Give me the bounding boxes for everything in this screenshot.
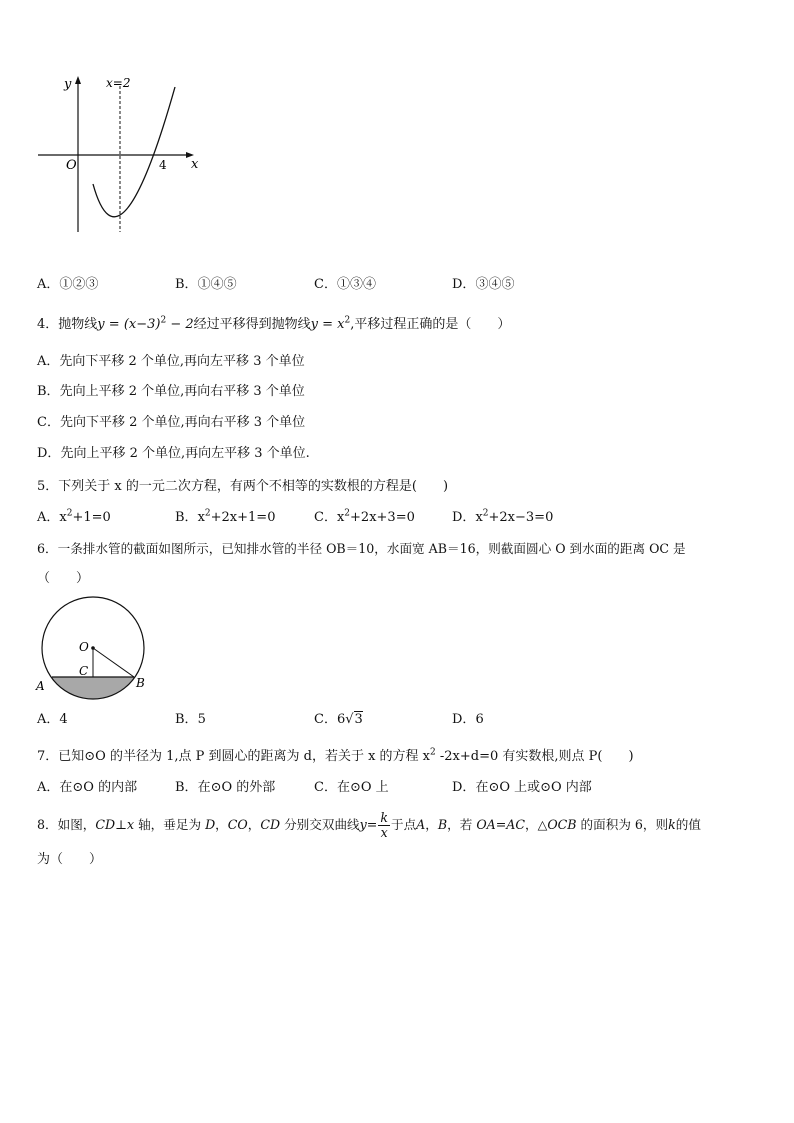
origin-label: O (66, 158, 77, 173)
q3-option-d[interactable]: D．③④⑤ (452, 277, 515, 292)
q5-option-d[interactable]: D．$x^2+2x-3=0$ (452, 508, 554, 525)
q7-option-a[interactable]: A．在⊙O 的内部 (37, 780, 138, 795)
q8-stem-line1: 8．如图，CD⊥x 轴，垂足为 D，CO，CD 分别交双曲线y= $\frac{k}{x}$ 于点A，B，若 OA=AC，△OCB 的面积为 6，则k的值 (37, 810, 701, 840)
center-point (91, 646, 95, 650)
q6-option-c[interactable]: C．6√3 (314, 712, 363, 727)
water-region (33, 677, 153, 700)
q5-option-c[interactable]: C．$x^2+2x+3=0$ (314, 508, 415, 525)
line-label: x=2 (106, 76, 131, 90)
q6-option-a[interactable]: A．4 (37, 712, 68, 727)
tick-label-4: 4 (159, 158, 167, 172)
q5-option-a[interactable]: A．$x^2+1=0$ (37, 508, 111, 525)
label-o: O (79, 640, 89, 654)
q6-option-d[interactable]: D．6 (452, 712, 484, 727)
q3-option-b[interactable]: B．①④⑤ (175, 277, 237, 292)
parabola-graph (35, 72, 205, 242)
q6-option-b[interactable]: B．5 (175, 712, 206, 727)
q7-option-c[interactable]: C．在⊙O 上 (314, 780, 389, 795)
q4-stem: 4．抛物线$y = (x-3)^2 - 2$经过平移得到抛物线$y = x^2$,平移过程正确的是（ ） (37, 315, 511, 332)
segment-ob (93, 648, 134, 677)
q8-stem-line2: 为（ ） (37, 852, 103, 867)
q5-stem: 5．下列关于 x 的一元二次方程，有两个不相等的实数根的方程是( ) (37, 479, 449, 494)
q4-option-c[interactable]: C．先向下平移 2 个单位,再向右平移 3 个单位 (37, 415, 306, 430)
parabola-curve (93, 87, 175, 217)
label-a: A (36, 679, 45, 693)
q4-option-a[interactable]: A．先向下平移 2 个单位,再向左平移 3 个单位 (37, 354, 305, 369)
fraction-k-over-x: $\frac{k}{x}$ (380, 810, 388, 840)
q7-option-b[interactable]: B．在⊙O 的外部 (175, 780, 276, 795)
y-label: y (64, 77, 72, 92)
q5-option-b[interactable]: B．$x^2+2x+1=0$ (175, 508, 276, 525)
label-c: C (79, 664, 89, 678)
q3-option-c[interactable]: C．①③④ (314, 277, 376, 292)
q7-stem: 7．已知⊙O 的半径为 1,点 P 到圆心的距离为 d，若关于 x 的方程 $x^2$ -2x+d=0 有实数根,则点 P( ) (37, 747, 634, 764)
label-b: B (136, 676, 145, 690)
q6-stem-line1: 6．一条排水管的截面如图所示，已知排水管的半径 OB＝10，水面宽 AB＝16，则截面圆心 O 到水面的距离 OC 是 (37, 541, 686, 556)
q4-option-b[interactable]: B．先向上平移 2 个单位,再向右平移 3 个单位 (37, 384, 305, 399)
q3-option-a[interactable]: A．①②③ (37, 277, 99, 292)
sqrt-symbol: √ (345, 712, 354, 727)
q4-option-d[interactable]: D．先向上平移 2 个单位,再向左平移 3 个单位. (37, 446, 310, 461)
x-label: x (191, 157, 199, 172)
y-axis-arrow (75, 76, 81, 84)
pipe-cross-section (33, 596, 153, 700)
q6-stem-line2: （ ） (37, 571, 90, 586)
q7-option-d[interactable]: D．在⊙O 上或⊙O 内部 (452, 780, 592, 795)
